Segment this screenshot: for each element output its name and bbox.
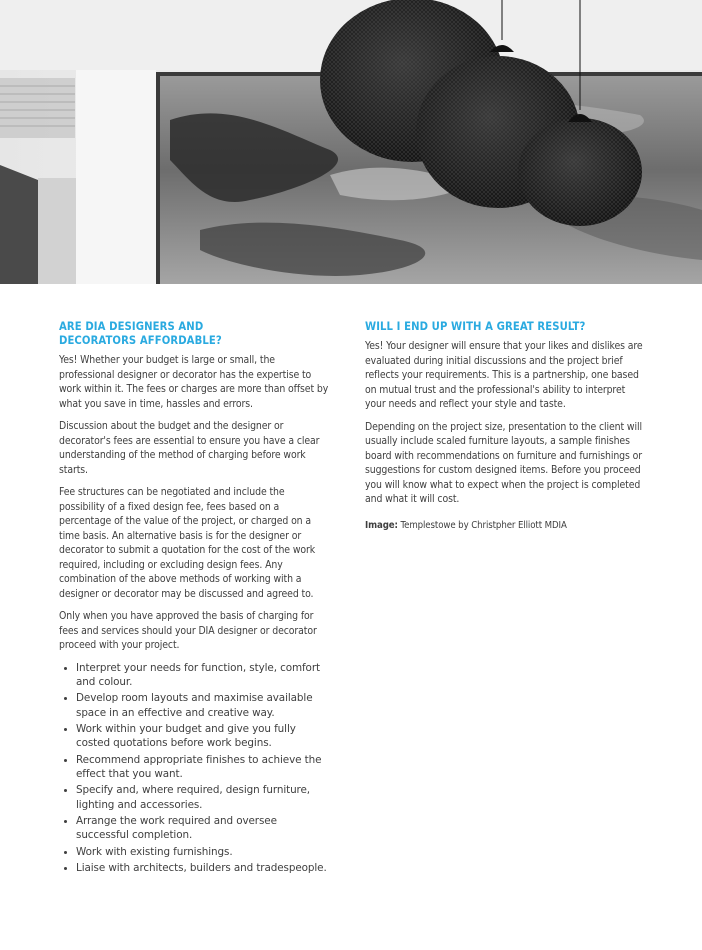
section-heading-affordable <box>59 320 331 348</box>
hero-photo <box>0 0 702 284</box>
list-item: • Liaise with architects, builders and tradespeople. <box>76 861 331 876</box>
image-caption <box>365 519 645 532</box>
left-column <box>59 320 331 877</box>
paragraph: Discussion about the budget and the designer or decorator's fees are essential to ensure you have a clear understanding of the method of charging before work starts. <box>59 420 320 476</box>
caption-text: Templestowe by Christpher Elliott MDIA <box>397 519 567 531</box>
right-column <box>365 320 645 540</box>
heading-line-1: ARE DIA DESIGNERS AND <box>59 320 204 333</box>
services-list <box>59 661 331 876</box>
paragraph: Depending on the project size, presentation to the client will usually include scaled furniture layouts, a sample finishes board with recommendations on furniture and furnishings or suggestions for custom designed items. Before you proceed you will know what to expect when the project is completed and what it will cost. <box>365 420 643 505</box>
list-item: • Develop room layouts and maximise available space in an effective and creative way. <box>76 691 331 720</box>
list-item: • Specify and, where required, design furniture, lighting and accessories. <box>76 783 331 812</box>
list-item: • Work with existing furnishings. <box>76 845 331 860</box>
heading-line-2: DECORATORS AFFORDABLE? <box>59 334 222 347</box>
paragraph: Yes! Your designer will ensure that your likes and dislikes are evaluated during initial discussions and the project brief reflects your requirements. This is a partnership, one based on mutual trust and the professional's ability to interpret your needs and reflect your style and taste. <box>365 340 643 410</box>
list-item: • Work within your budget and give you fully costed quotations before work begins. <box>76 722 331 751</box>
list-item: • Arrange the work required and oversee successful completion. <box>76 814 331 843</box>
paragraph: Yes! Whether your budget is large or small, the professional designer or decorator has the expertise to work within it. The fees or charges are more than offset by what you save in time, hassles and errors. <box>59 354 329 410</box>
paragraph: Fee structures can be negotiated and include the possibility of a fixed design fee, fees based on a percentage of the value of the project, or charged on a time basis. An alternative basis is for the designer or decorator to submit a quotation for the cost of the work required, including or excluding design fees. Any combination of the above methods of working with a designer or decorator may be discussed and agreed to. <box>59 486 316 600</box>
paragraph: Only when you have approved the basis of charging for fees and services should your DIA designer or decorator proceed with your project. <box>59 610 317 651</box>
list-item: • Interpret your needs for function, style, comfort and colour. <box>76 661 331 690</box>
list-item: • Recommend appropriate finishes to achieve the effect that you want. <box>76 753 331 782</box>
caption-label: Image: <box>365 519 398 531</box>
pendant-lamps-photo <box>0 0 702 284</box>
section-heading-result: WILL I END UP WITH A GREAT RESULT? <box>365 320 586 333</box>
